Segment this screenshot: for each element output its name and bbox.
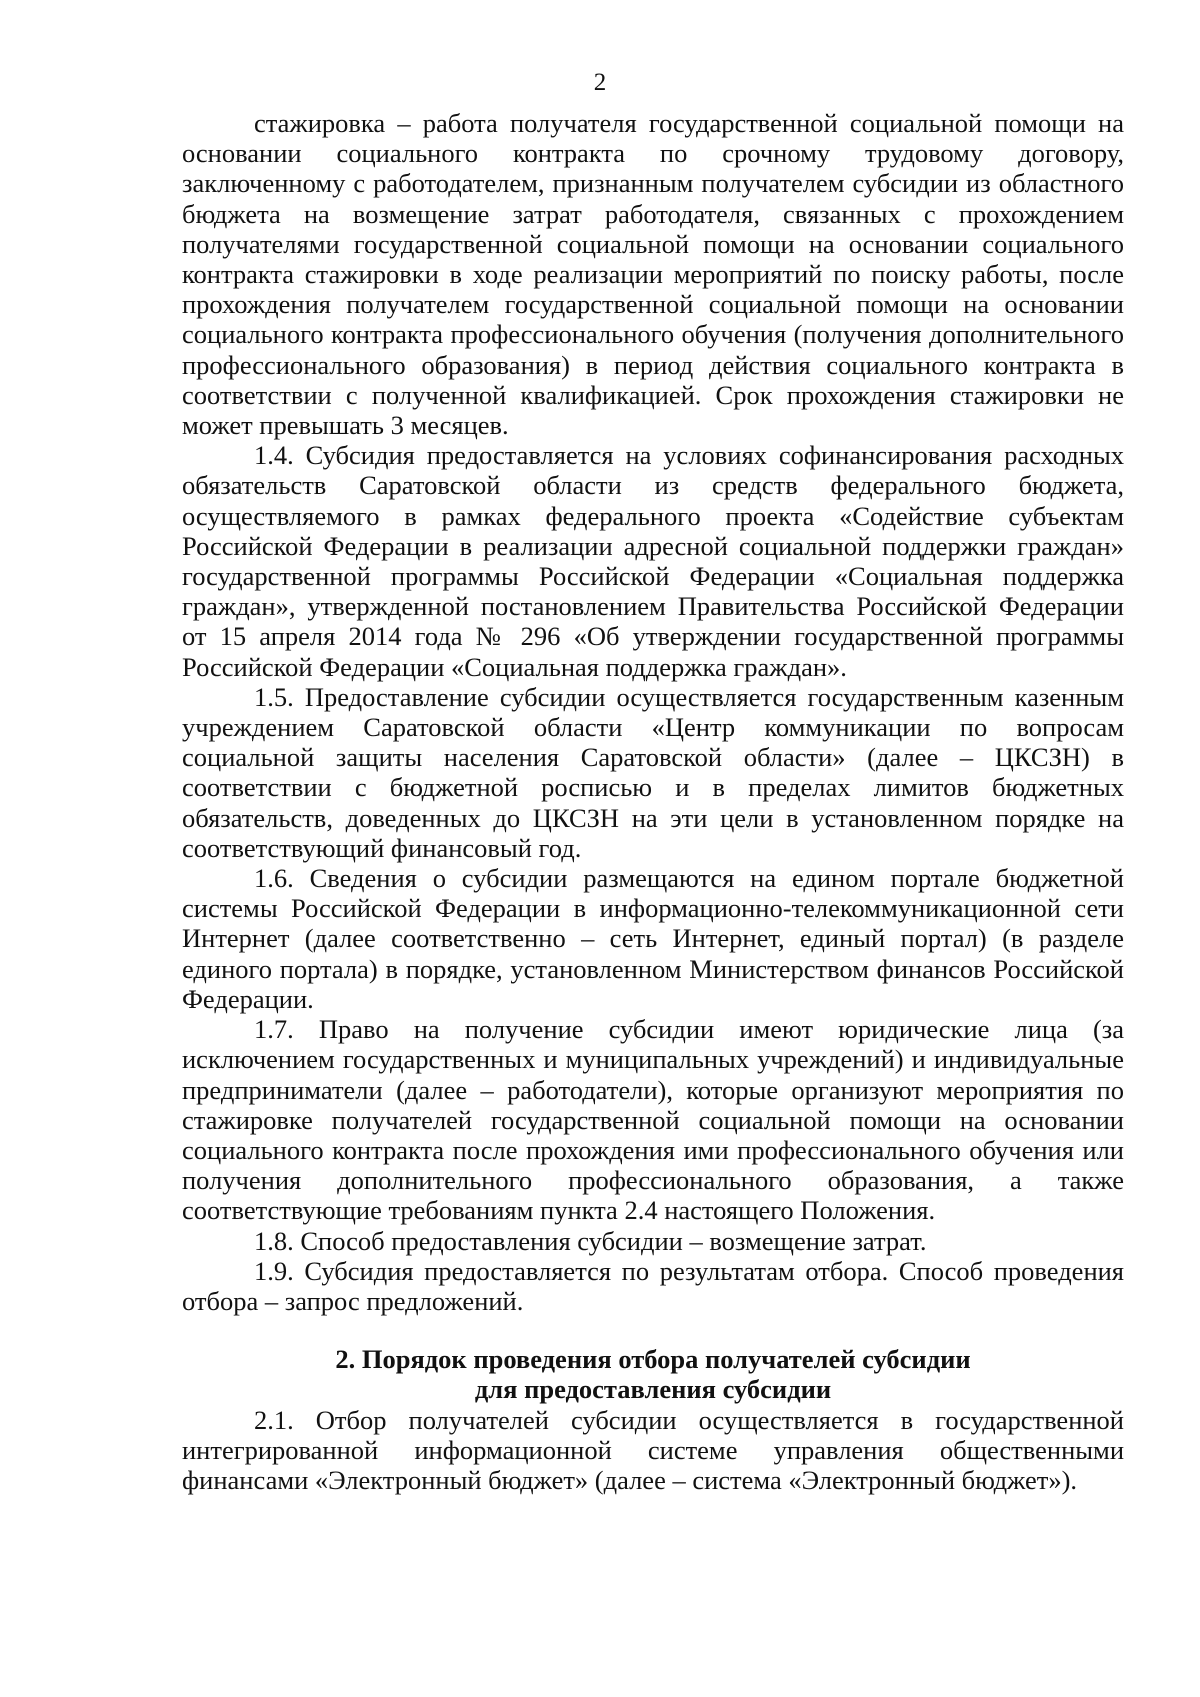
section-heading-line-2: для предоставления субсидии	[474, 1374, 832, 1405]
paragraph-1-6: 1.6. Сведения о субсидии размещаются на едином портале бюджетной системы Российской Федерации в информационно-телекоммуникационной сети Интернет (далее соответственно – сеть Интернет, единый портал) (в разделе единого портала) в порядке, установленном Министерством финансов Российской Федерации.	[182, 863, 1124, 1014]
page-number: 2	[593, 69, 607, 96]
section-heading-line-1: 2. Порядок проведения отбора получателей субсидии	[335, 1344, 971, 1375]
section-heading-2	[182, 1344, 1124, 1404]
paragraph-internship-definition: стажировка – работа получателя государственной социальной помощи на основании социального контракта по срочному трудовому договору, заключенному с работодателем, признанным получателем субсидии из областного бюджета на возмещение затрат работодателя, связанных с прохождением получателями государственной социальной помощи на основании социального контракта стажировки в ходе реализации мероприятий по поиску работы, после прохождения получателем государственной социальной помощи на основании социального контракта профессионального обучения (получения дополнительного профессионального образования) в период действия социального контракта в соответствии с полученной квалификацией. Срок прохождения стажировки не может превышать 3 месяцев.	[182, 108, 1124, 441]
paragraph-1-9: 1.9. Субсидия предоставляется по результатам отбора. Способ проведения отбора – запрос предложений.	[182, 1255, 1124, 1316]
document-body	[182, 108, 1124, 1495]
paragraph-1-4: 1.4. Субсидия предоставляется на условиях софинансирования расходных обязательств Саратовской области из средств федерального бюджета, осуществляемого в рамках федерального проекта «Содействие субъектам Российской Федерации в реализации адресной социальной поддержки граждан» государственной программы Российской Федерации «Социальная поддержка граждан», утвержденной постановлением Правительства Российской Федерации от 15 апреля 2014 года № 296 «Об утверждении государственной программы Российской Федерации «Социальная поддержка граждан».	[182, 440, 1124, 682]
paragraph-1-7: 1.7. Право на получение субсидии имеют юридические лица (за исключением государственных и муниципальных учреждений) и индивидуальные предприниматели (далее – работодатели), которые организуют мероприятия по стажировке получателей государственной социальной помощи на основании социального контракта после прохождения ими профессионального обучения или получения дополнительного профессионального образования, а также соответствующие требованиям пункта 2.4 настоящего Положения.	[182, 1014, 1124, 1226]
paragraph-1-8: 1.8. Способ предоставления субсидии – возмещение затрат.	[254, 1225, 927, 1256]
paragraph-2-1: 2.1. Отбор получателей субсидии осуществляется в государственной интегрированной информационной системе управления общественными финансами «Электронный бюджет» (далее – система «Электронный бюджет»).	[182, 1404, 1124, 1495]
paragraph-1-5: 1.5. Предоставление субсидии осуществляется государственным казенным учреждением Саратовской области «Центр коммуникации по вопросам социальной защиты населения Саратовской области» (далее – ЦКСЗН) в соответствии с бюджетной росписью и в пределах лимитов бюджетных обязательств, доведенных до ЦКСЗН на эти цели в установленном порядке на соответствующий финансовый год.	[182, 681, 1124, 863]
